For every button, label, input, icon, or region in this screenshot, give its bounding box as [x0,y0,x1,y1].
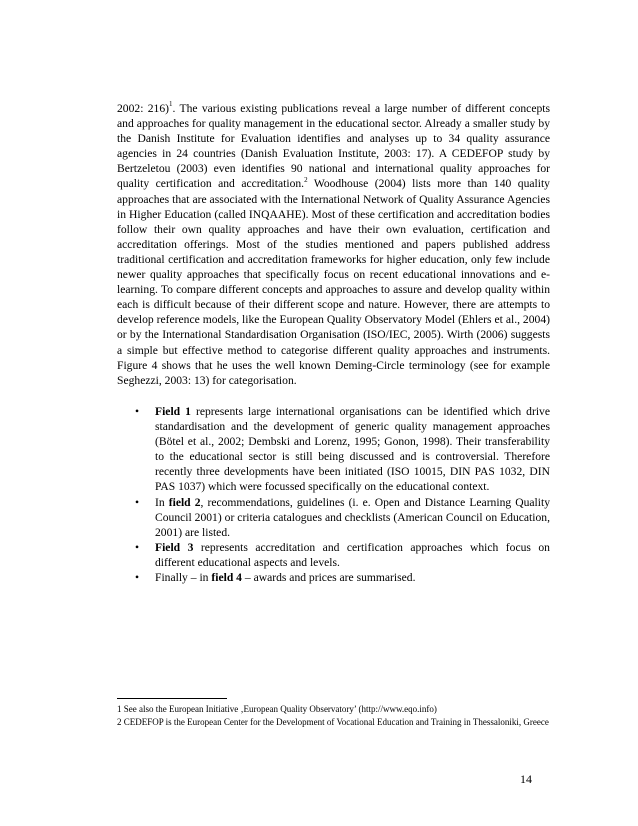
footnote-ref-1[interactable]: 1 [168,100,173,109]
list-item-bold: field 4 [211,571,242,585]
paragraph-part-1: 2002: 216) [117,102,169,115]
paragraph-part-2: . The various existing publications reveal a large number of different concepts and approaches for quality management in the educational sector. Already a smaller study by the Danish Institute for Evaluation identifies and analyses up to 34 quality assurance agencies in 24 countries (Danish Evaluation Institute, 2003: 17). A CEDEFOP study by Bertzeletou (2003) even identifies 90 national and international quality approaches for quality certification and accreditation. [117,102,550,191]
list-item [117,495,550,540]
bullet-icon: • [135,571,140,585]
body-paragraph [117,101,550,388]
footnote-divider [117,698,227,699]
list-item [117,404,550,495]
footnote-1: 1 See also the European Initiative ‚European Quality Observatory’ (http://www.eqo.info) [117,704,437,714]
list-item-bold: Field 1 [155,405,191,418]
paragraph-part-3: Woodhouse (2004) lists more than 140 quality approaches that are associated with the International Network of Quality Assurance Agencies in Higher Education (called INQAAHE). Most of these certification and accreditation bodies follow their own quality approaches and have their own evaluation, certification and accreditation offerings. Most of the studies mentioned and papers published address traditional certification and accreditation frameworks for higher education, only few include newer quality approaches that specifically focus on recent educational innovations and e-learning. To compare different concepts and approaches to assure and develop quality within each is difficult because of their different scope and nature. However, there are attempts to develop reference models, like the European Quality Observatory Model (Ehlers et al., 2004) or by the International Standardisation Organisation (ISO/IEC, 2005). Wirth (2006) suggests a simple but effective method to categorise different quality approaches and instruments. Figure 4 shows that he uses the well known Deming-Circle terminology (see for example Seghezzi, 2003: 13) for categorisation. [117,177,550,387]
footnote-2: 2 CEDEFOP is the European Center for the Development of Vocational Education and Training in Thessaloniki, Greece [117,717,549,727]
list-item-text: represents accreditation and certification approaches which focus on different educational aspects and levels. [155,540,550,569]
list-item-bold: Field 3 [155,540,194,554]
list-item-bold: field 2 [168,495,201,509]
page-number: 14 [520,772,532,786]
list-item [117,570,550,585]
list-item-prefix: In [155,495,169,509]
list-item [117,540,550,570]
bullet-icon: • [135,540,140,554]
list-item-text: – awards and prices are summarised. [241,571,416,585]
bullet-icon: • [135,495,140,509]
list-item-text: represents large international organisations can be identified which drive standardisation and the development of generic quality management approaches (Bötel et al., 2002; Dembski and Lorenz, 1995; Gonon, 1998). Their transferability to the educational sector is still being discussed and is controversial. Therefore recently three developments have been initiated (ISO 10015, DIN PAS 1032, DIN PAS 1037) which were focussed specifically on the educational context. [155,405,550,494]
field-list [117,404,550,585]
footnotes [117,703,550,729]
bullet-icon: • [135,405,140,418]
footnote-ref-2[interactable]: 2 [304,175,308,184]
list-item-prefix: Finally – in [155,571,212,585]
list-item-text: , recommendations, guidelines (i. e. Open and Distance Learning Quality Council 2001) or criteria catalogues and checklists (American Council on Education, 2001) are listed. [155,495,551,539]
